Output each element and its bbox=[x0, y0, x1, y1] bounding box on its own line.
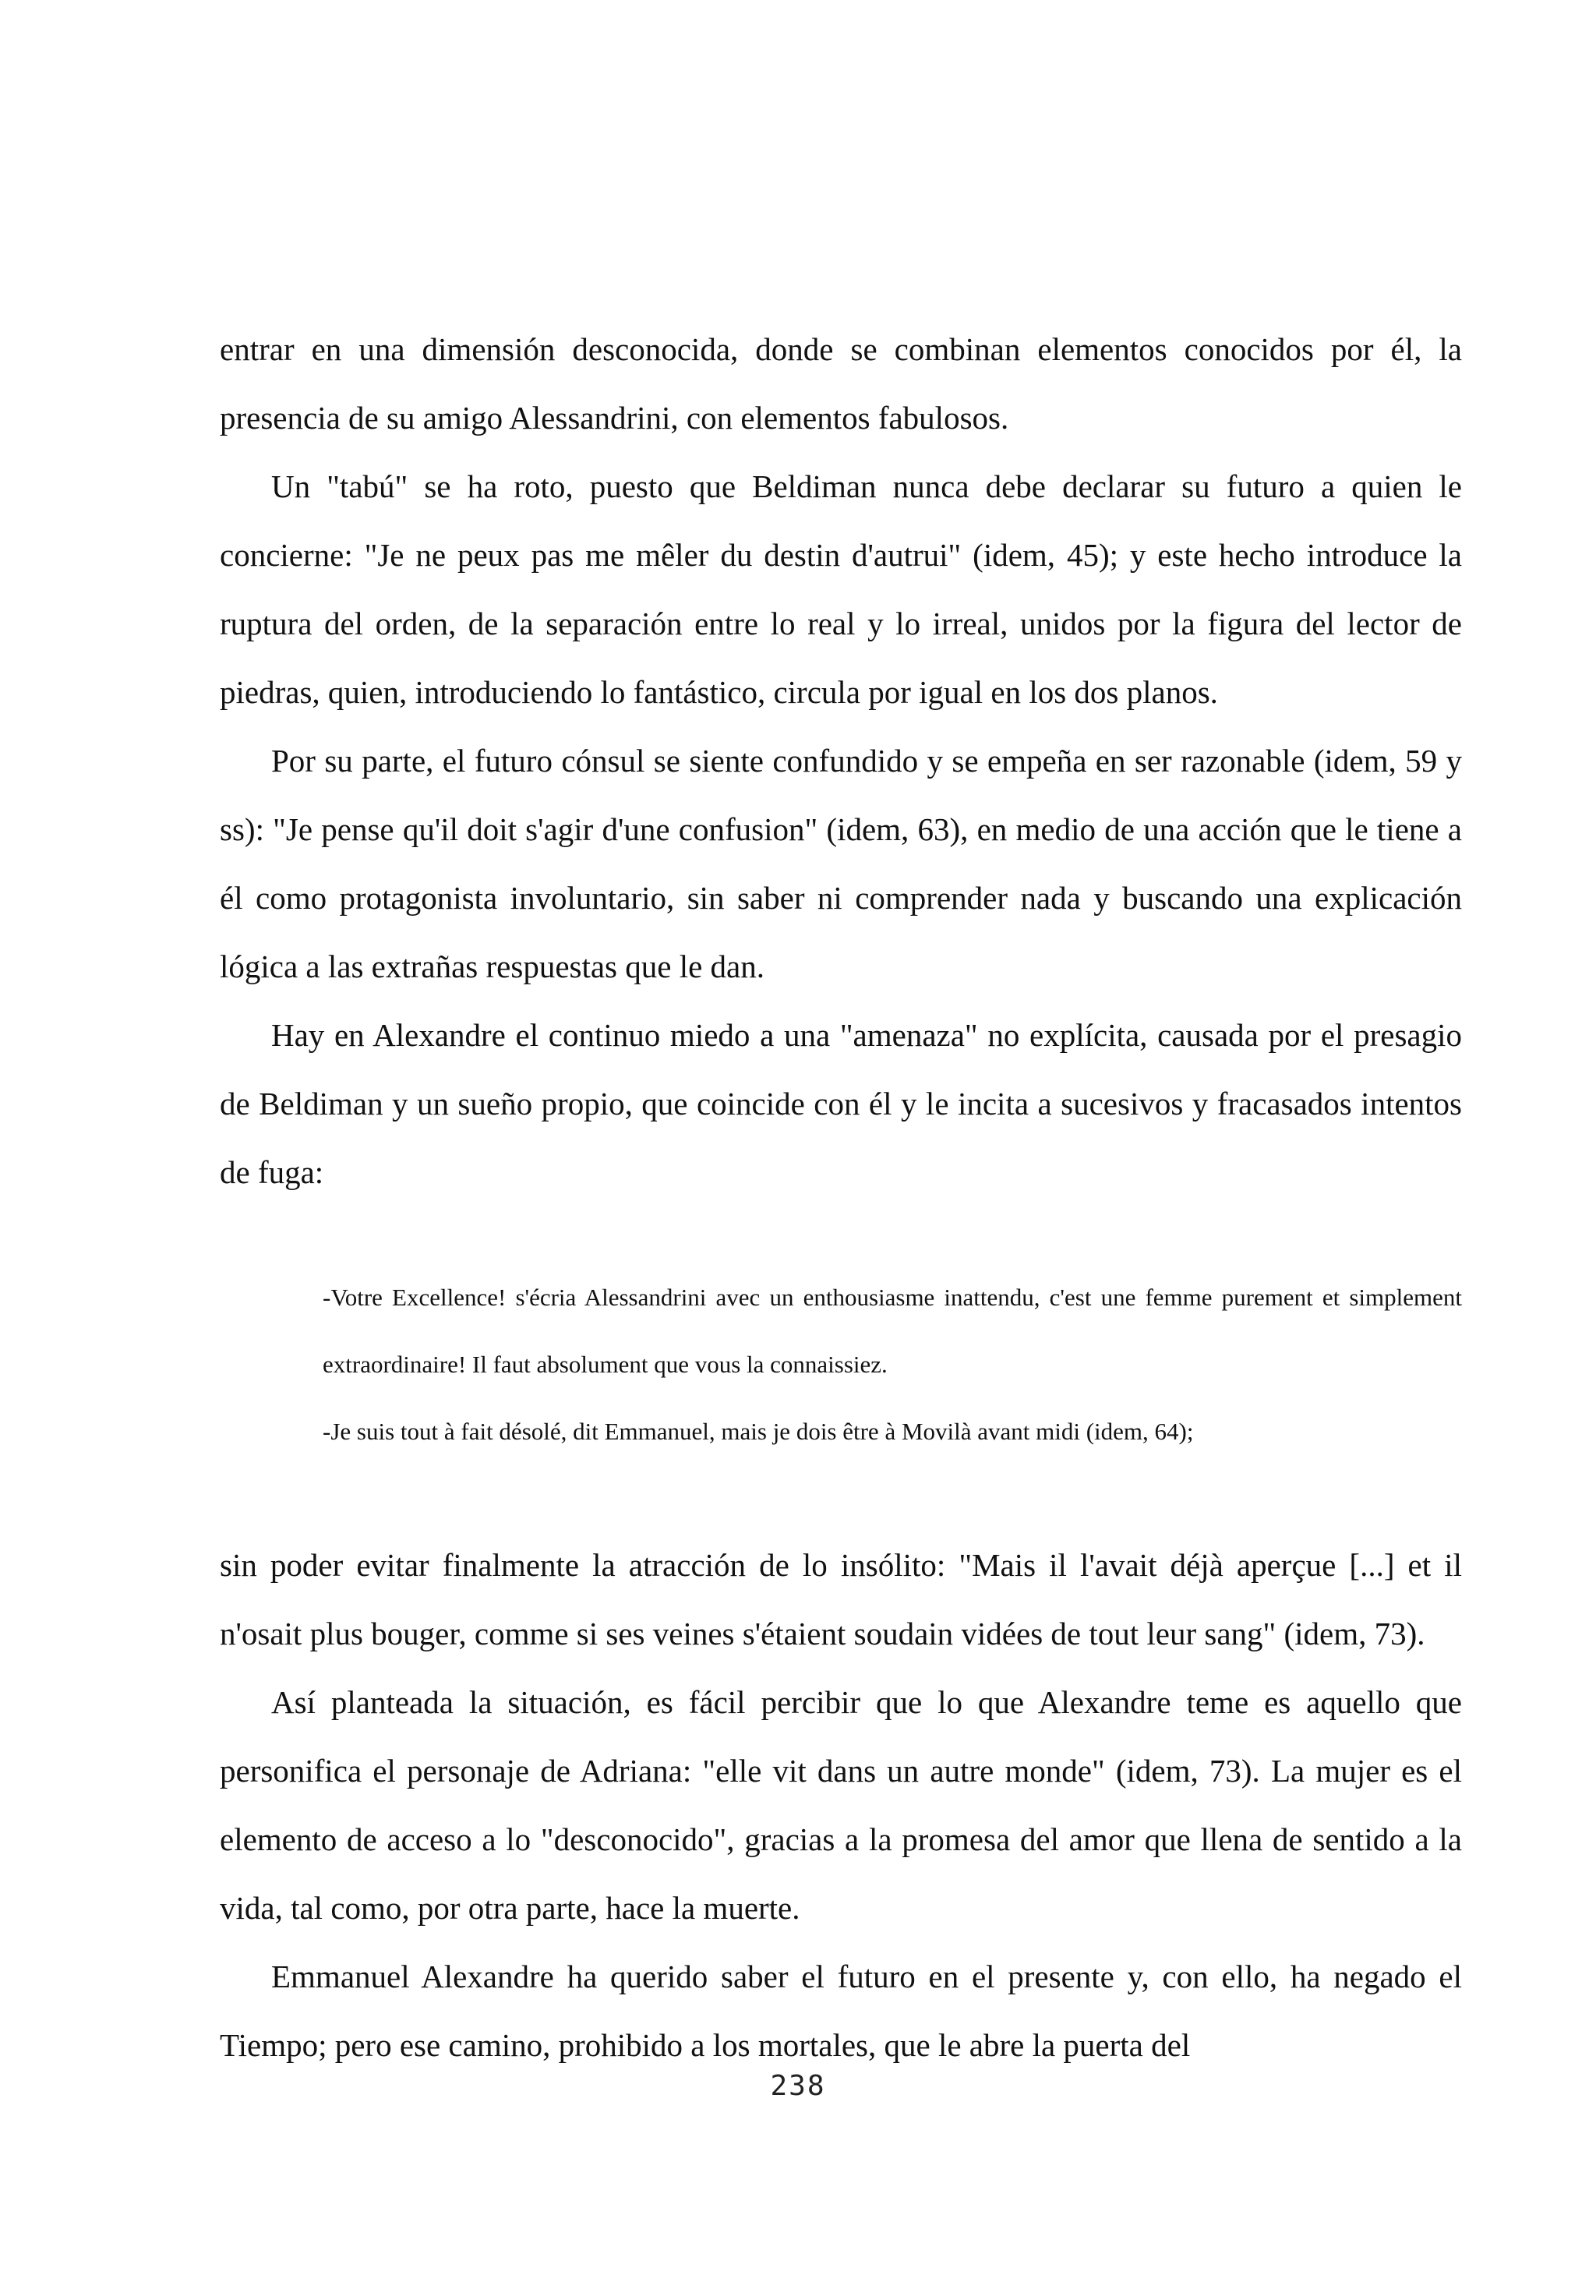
paragraph-adriana: Así planteada la situación, es fácil percibir que lo que Alexandre teme es aquello que personifica el personaje de Adriana: "elle vit dans un autre monde" (idem, 73). La mujer es el elemento de acceso a lo "desconocido", gracias a la promesa del amor que llena de sentido a la vida, tal como, por otra parte, hace la muerte. bbox=[220, 1684, 1462, 1926]
paragraph-amenaza: Hay en Alexandre el continuo miedo a una "amenaza" no explícita, causada por el presagio de Beldiman y un sueño propio, que coincide con él y le incita a sucesivos y fracasados intentos de fuga: bbox=[220, 1017, 1462, 1190]
paragraph-consul: Por su parte, el futuro cónsul se siente confundido y se empeña en ser razonable (idem, 59 y ss): "Je pense qu'il doit s'agir d'une confusion" (idem, 63), en medio de una acción que le tiene a él como protagonista involuntario, sin saber ni comprender nada y buscando una explicación lógica a las extrañas respuestas que le dan. bbox=[220, 743, 1462, 984]
quote-line-alessandrini: -Votre Excellence! s'écria Alessandrini avec un enthousiasme inattendu, c'est une femme purement et simplement extraordinaire! Il faut absolument que vous la connaissiez. bbox=[323, 1284, 1462, 1378]
body-text-bottom bbox=[220, 1531, 1462, 2079]
paragraph-insolito: sin poder evitar finalmente la atracción de lo insólito: "Mais il l'avait déjà aperçue [...] et il n'osait plus bouger, comme si ses veines s'étaient soudain vidées de tout leur sang" (idem, 73). bbox=[220, 1547, 1462, 1651]
quote-line-emmanuel: -Je suis tout à fait désolé, dit Emmanuel, mais je dois être à Movilà avant midi (idem, 64); bbox=[323, 1418, 1194, 1445]
page-number: 238 bbox=[770, 2070, 826, 2102]
paragraph-continuation: entrar en una dimensión desconocida, donde se combinan elementos conocidos por él, la presencia de su amigo Alessandrini, con elementos fabulosos. bbox=[220, 331, 1462, 436]
paragraph-tiempo: Emmanuel Alexandre ha querido saber el futuro en el presente y, con ello, ha negado el Tiempo; pero ese camino, prohibido a los mortales, que le abre la puerta del bbox=[220, 1959, 1462, 2063]
body-text-top bbox=[220, 315, 1462, 1206]
block-quote bbox=[323, 1264, 1462, 1465]
paragraph-tabu: Un "tabú" se ha roto, puesto que Beldiman nunca debe declarar su futuro a quien le concierne: "Je ne peux pas me mêler du destin d'autrui" (idem, 45); y este hecho introduce la ruptura del orden, de la separación entre lo real y lo irreal, unidos por la figura del lector de piedras, quien, introduciendo lo fantástico, circula por igual en los dos planos. bbox=[220, 468, 1462, 710]
